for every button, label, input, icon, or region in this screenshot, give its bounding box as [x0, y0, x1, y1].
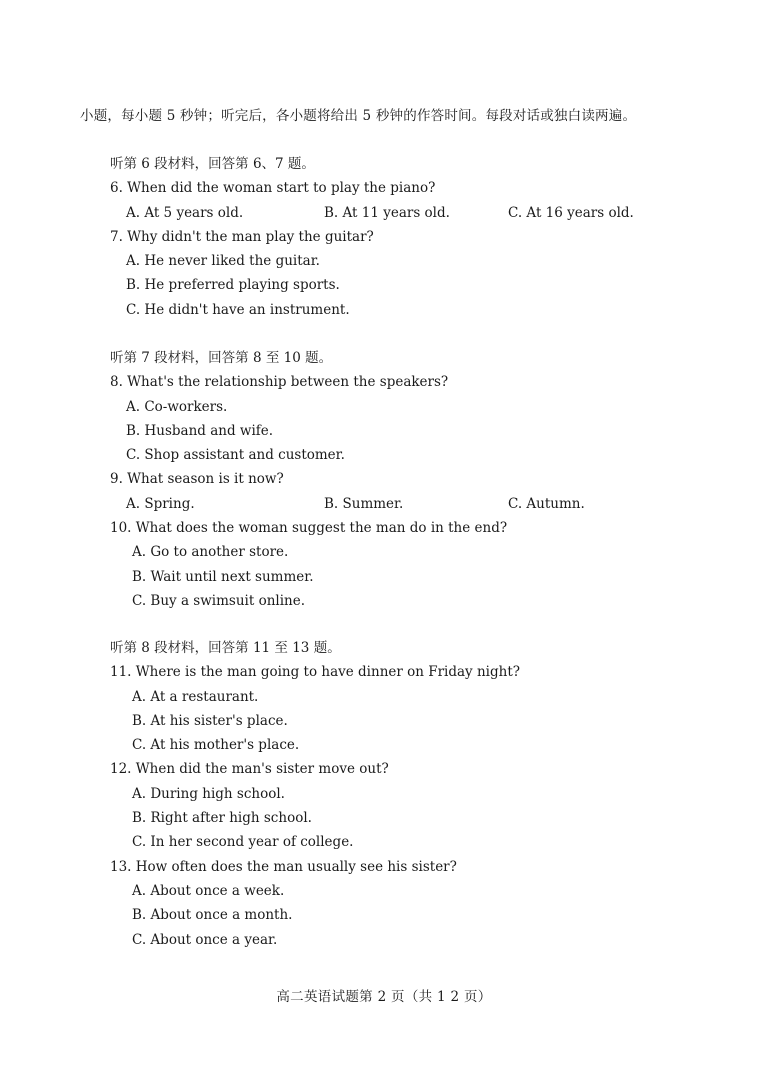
question-12: 12. When did the man's sister move out? [110, 761, 389, 778]
option-a: A. Go to another store. [132, 544, 289, 561]
option-c: C. At his mother's place. [132, 737, 300, 754]
option-a: A. Spring. [126, 495, 195, 512]
option-b: B. About once a month. [132, 907, 293, 924]
question-11: 11. Where is the man going to have dinner on Friday night? [110, 664, 520, 681]
option-a: A. During high school. [132, 785, 285, 802]
option-c: C. In her second year of college. [132, 834, 354, 851]
option-b: B. At 11 years old. [324, 204, 450, 221]
option-a: A. He never liked the guitar. [126, 253, 320, 270]
instructions-continued: 小题，每小题 5 秒钟；听完后，各小题将给出 5 秒钟的作答时间。每段对话或独白读两遍。 [80, 108, 637, 124]
option-b: B. At his sister's place. [132, 712, 288, 729]
option-a: A. Co-workers. [126, 398, 228, 415]
section-material-6 [110, 152, 730, 322]
option-c: C. Autumn. [508, 495, 585, 512]
section-header: 听第 7 段材料，回答第 8 至 10 题。 [110, 350, 333, 366]
option-b: B. He preferred playing sports. [126, 277, 340, 294]
option-c: C. At 16 years old. [508, 204, 634, 221]
question-13: 13. How often does the man usually see his sister? [110, 858, 457, 875]
option-b: B. Right after high school. [132, 810, 312, 827]
question-10: 10. What does the woman suggest the man do in the end? [110, 520, 508, 537]
option-c: C. Shop assistant and customer. [126, 447, 345, 464]
option-a: A. At 5 years old. [126, 204, 244, 221]
section-header: 听第 8 段材料，回答第 11 至 13 题。 [110, 640, 341, 656]
question-6: 6. When did the woman start to play the piano? [110, 180, 436, 197]
option-a: A. At a restaurant. [132, 688, 259, 705]
option-b: B. Summer. [324, 495, 404, 512]
option-c: C. About once a year. [132, 931, 278, 948]
section-material-7 [110, 346, 730, 613]
question-6-options [110, 201, 730, 225]
page-footer: 高二英语试题第 2 页（共 1 2 页） [276, 989, 492, 1005]
question-7: 7. Why didn't the man play the guitar? [110, 228, 374, 245]
option-c: C. Buy a swimsuit online. [132, 592, 305, 609]
section-header: 听第 6 段材料，回答第 6、7 题。 [110, 156, 315, 172]
question-9-options [110, 492, 730, 516]
question-8: 8. What's the relationship between the speakers? [110, 374, 449, 391]
option-b: B. Wait until next summer. [132, 568, 314, 585]
question-9: 9. What season is it now? [110, 471, 284, 488]
option-a: A. About once a week. [132, 882, 285, 899]
option-b: B. Husband and wife. [126, 422, 274, 439]
option-c: C. He didn't have an instrument. [126, 301, 350, 318]
section-material-8 [110, 636, 730, 952]
